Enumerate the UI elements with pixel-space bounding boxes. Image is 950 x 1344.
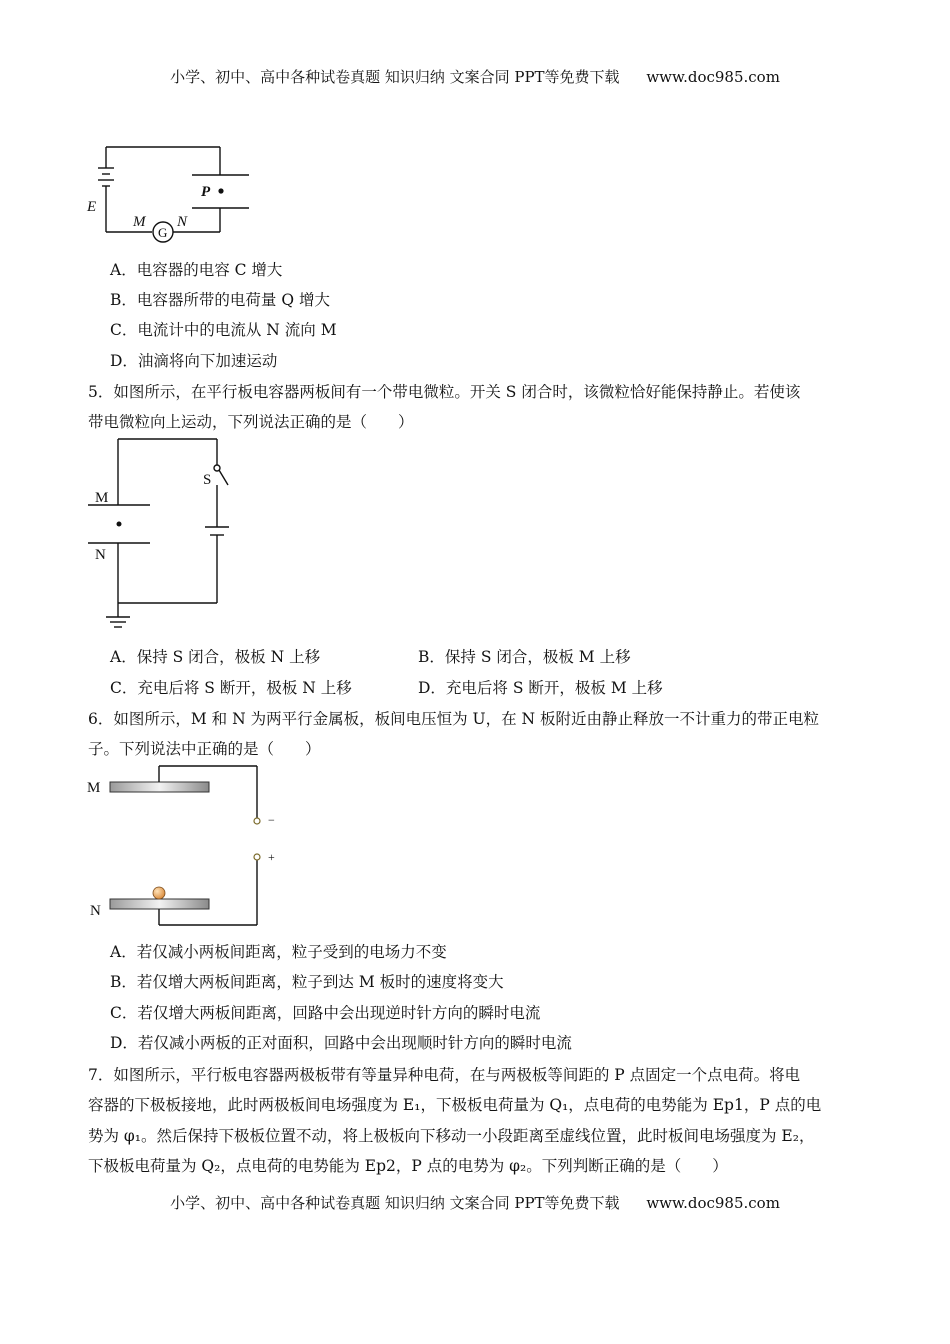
- q4-option-c[interactable]: C．电流计中的电流从 N 流向 M: [110, 321, 337, 339]
- q4-label-M: M: [133, 214, 146, 230]
- q5-label-S: S: [203, 472, 212, 488]
- q7-stem-line4: 下极板电荷量为 Q₂，点电荷的电势能为 Ep2，P 点的电势为 φ₂。下列判断正确的是（ ）: [88, 1157, 728, 1175]
- q7-stem-line2: 容器的下极板接地，此时两极板间电场强度为 E₁，下极板电荷量为 Q₁，点电荷的电势能为 Ep1，P 点的电: [88, 1096, 822, 1114]
- header-text: 小学、初中、高中各种试卷真题 知识归纳 文案合同 PPT等免费下载: [170, 68, 620, 86]
- q4-label-G: G: [158, 225, 168, 240]
- q6-stem-line2: 子。下列说法中正确的是（ ）: [88, 740, 321, 758]
- q5-circuit-figure: [84, 435, 254, 635]
- q5-stem-line2: 带电微粒向上运动，下列说法正确的是（ ）: [88, 413, 414, 431]
- page-header: [0, 66, 950, 87]
- q4-option-d[interactable]: D．油滴将向下加速运动: [110, 352, 278, 370]
- q4-option-b[interactable]: B．电容器所带的电荷量 Q 增大: [110, 291, 330, 309]
- q6-plates-figure: [84, 762, 294, 932]
- q5-option-b[interactable]: B．保持 S 闭合，极板 M 上移: [418, 648, 631, 666]
- q5-option-d[interactable]: D．充电后将 S 断开，极板 M 上移: [418, 679, 663, 697]
- q6-option-c[interactable]: C．若仅增大两板间距离，回路中会出现逆时针方向的瞬时电流: [110, 1004, 541, 1022]
- footer-text: 小学、初中、高中各种试卷真题 知识归纳 文案合同 PPT等免费下载: [170, 1194, 620, 1212]
- q6-option-a[interactable]: A．若仅减小两板间距离，粒子受到的电场力不变: [110, 943, 447, 961]
- q6-label-minus: −: [268, 813, 275, 827]
- q6-option-d[interactable]: D．若仅减小两板的正对面积，回路中会出现顺时针方向的瞬时电流: [110, 1034, 572, 1052]
- q6-label-plus: +: [268, 850, 275, 864]
- q5-label-M: M: [95, 490, 109, 506]
- page-footer: [0, 1192, 950, 1213]
- q5-stem-line1: 5．如图所示，在平行板电容器两板间有一个带电微粒。开关 S 闭合时，该微粒恰好能保持静止。若使该: [88, 383, 801, 401]
- q4-label-P: P: [201, 184, 211, 200]
- q4-label-N: N: [177, 214, 188, 230]
- header-url[interactable]: www.doc985.com: [646, 68, 780, 86]
- q5-label-N: N: [95, 547, 106, 563]
- footer-url[interactable]: www.doc985.com: [646, 1194, 780, 1212]
- q6-option-b[interactable]: B．若仅增大两板间距离，粒子到达 M 板时的速度将变大: [110, 973, 504, 991]
- q4-circuit-figure: [84, 140, 264, 250]
- q5-option-c[interactable]: C．充电后将 S 断开，极板 N 上移: [110, 679, 352, 697]
- q4-option-a[interactable]: A．电容器的电容 C 增大: [110, 261, 283, 279]
- q6-stem-line1: 6．如图所示，M 和 N 为两平行金属板，板间电压恒为 U，在 N 板附近由静止释放一不计重力的带正电粒: [88, 710, 819, 728]
- q6-label-M: M: [87, 780, 101, 796]
- q4-label-E: E: [87, 199, 97, 215]
- q6-label-N: N: [90, 903, 101, 919]
- q7-stem-line1: 7．如图所示，平行板电容器两极板带有等量异种电荷，在与两极板等间距的 P 点固定一个点电荷。将电: [88, 1066, 801, 1084]
- q7-stem-line3: 势为 φ₁。然后保持下极板位置不动，将上极板向下移动一小段距离至虚线位置，此时板间电场强度为 E₂，: [88, 1127, 815, 1145]
- q5-option-a[interactable]: A．保持 S 闭合，极板 N 上移: [110, 648, 321, 666]
